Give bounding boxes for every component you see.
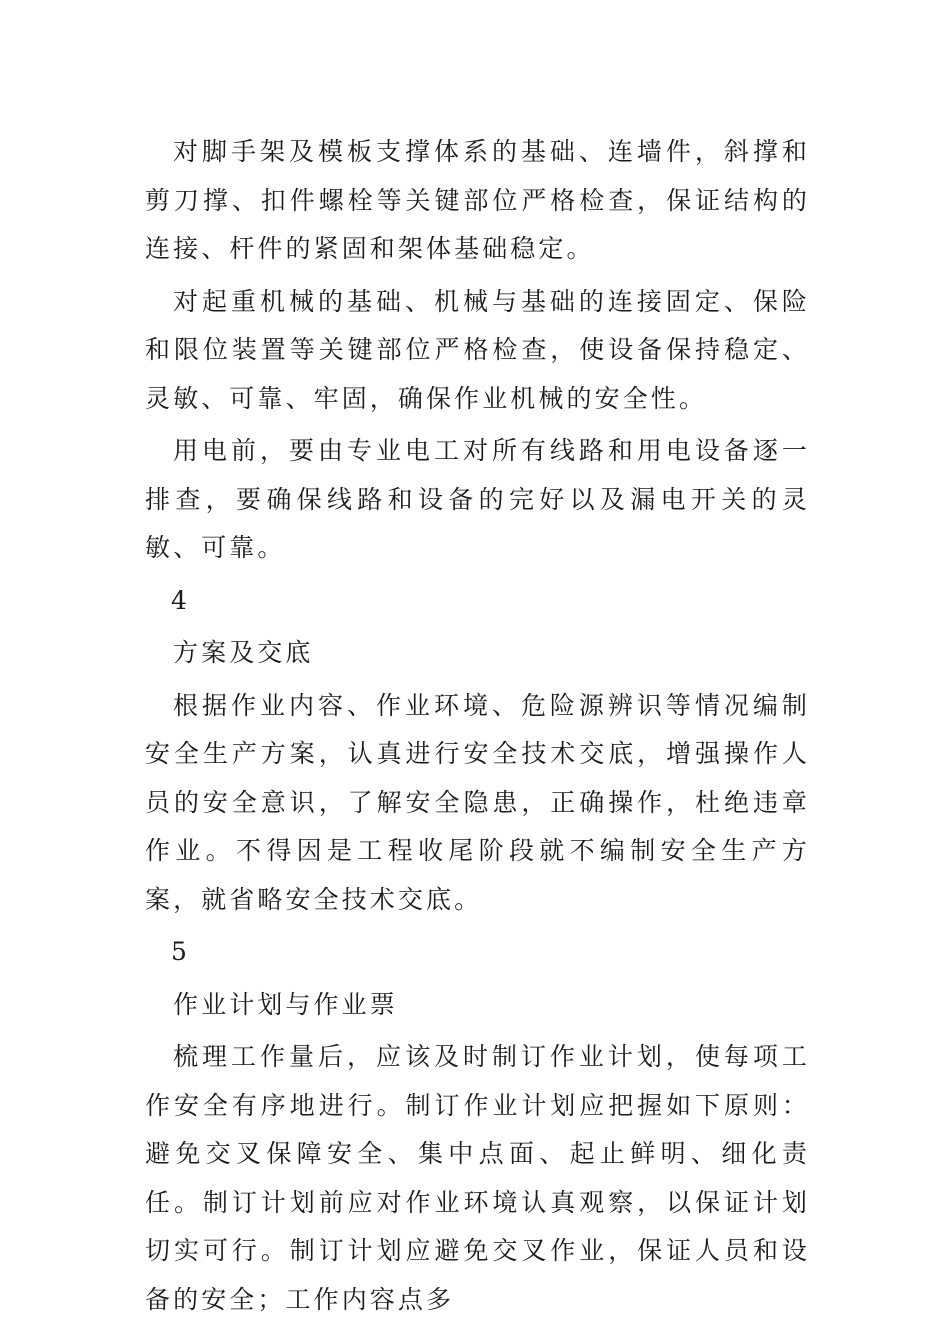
paragraph-crane-inspection: 对起重机械的基础、机械与基础的连接固定、保险和限位装置等关键部位严格检查，使设备保持稳定、灵敏、可靠、牢固，确保作业机械的安全性。: [145, 286, 810, 413]
section-number-5: 5: [171, 937, 187, 966]
paragraph-safety-plan: 根据作业内容、作业环境、危险源辨识等情况编制安全生产方案，认真进行安全技术交底，增强操作人员的安全意识，了解安全隐患，正确操作，杜绝违章作业。不得因是工程收尾阶段就不编制安全生产方案，就省略安全技术交底。: [145, 690, 810, 914]
section-number-4: 4: [171, 585, 187, 615]
section-heading-work-plan: 作业计划与作业票: [173, 989, 398, 1019]
paragraph-work-plan: 梳理工作量后，应该及时制订作业计划，使每项工作安全有序地进行。制订作业计划应把握如下原则：避免交叉保障安全、集中点面、起止鲜明、细化责任。制订计划前应对作业环境认真观察，以保证计划切实可行。制订计划应避免交叉作业，保证人员和设备的安全；工作内容点多: [145, 1042, 810, 1314]
paragraph-electrical-check: 用电前，要由专业电工对所有线路和用电设备逐一排查，要确保线路和设备的完好以及漏电开关的灵敏、可靠。: [145, 436, 810, 562]
document-body: [145, 128, 810, 1324]
paragraph-scaffold-inspection: 对脚手架及模板支撑体系的基础、连墙件，斜撑和剪刀撑、扣件螺栓等关键部位严格检查，保证结构的连接、杆件的紧固和架体基础稳定。: [145, 137, 810, 263]
section-heading-plan: 方案及交底: [173, 638, 314, 667]
